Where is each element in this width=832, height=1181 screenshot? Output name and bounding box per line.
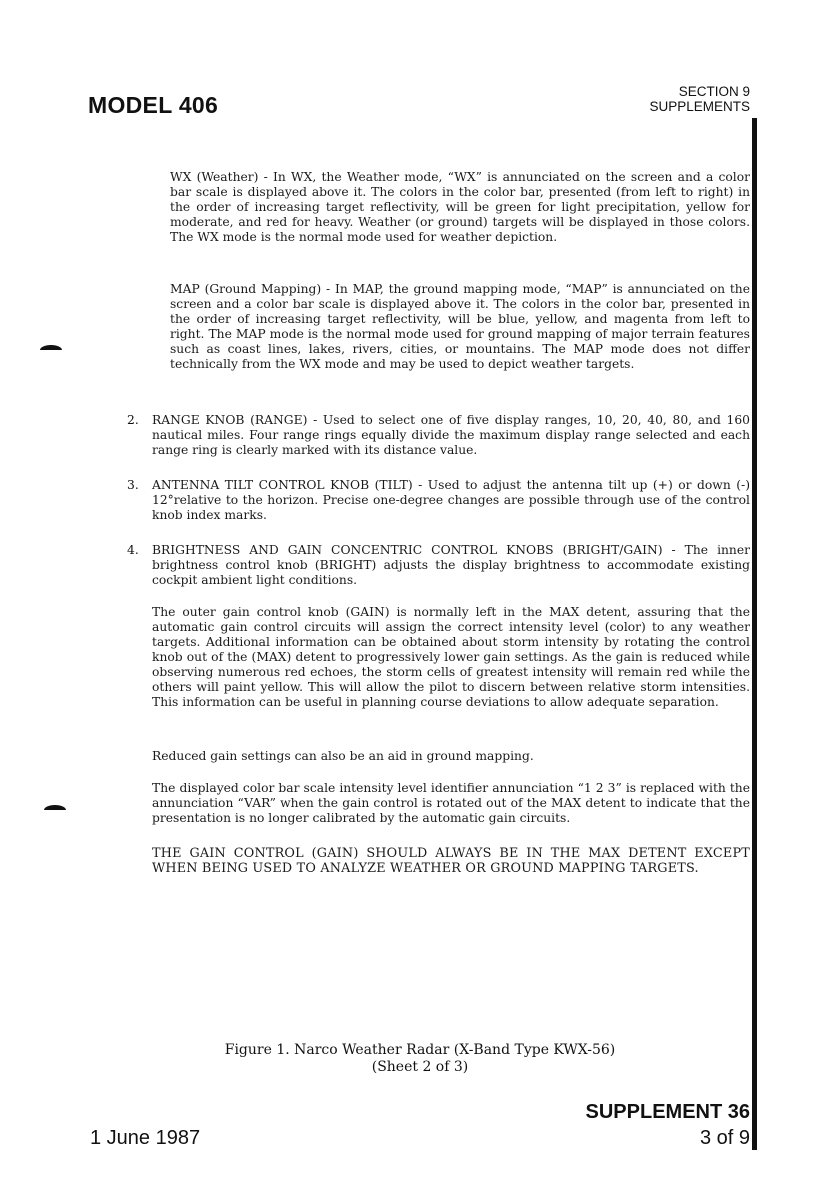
section-label: SECTION 9 [678, 84, 750, 99]
range-knob-paragraph: RANGE KNOB (RANGE) - Used to select one of five display ranges, 10, 20, 40, 80, and 160 nautical miles. Four range rings equally divide the maximum display range selected and each range ring is clearly marked with its distance value. [152, 413, 750, 457]
reduced-gain-paragraph: Reduced gain settings can also be an aid in ground mapping. [152, 749, 534, 763]
supplement-number: SUPPLEMENT 36 [585, 1101, 750, 1123]
tilt-knob-paragraph: ANTENNA TILT CONTROL KNOB (TILT) - Used to adjust the antenna tilt up (+) or down (-) 12°relative to the horizon. Precise one-degree changes are possible through use of the control knob index marks. [152, 478, 750, 522]
gain-paragraph: The outer gain control knob (GAIN) is normally left in the MAX detent, assuring that the automatic gain control circuits will assign the correct intensity level (color) to any weather targets. Additional information can be obtained about storm intensity by rotating the control knob out of the (MAX) detent to progressively lower gain settings. As the gain is reduced while observing numerous red echoes, the storm cells of greatest intensity will remain red while the others will paint yellow. This will allow the pilot to discern between relative storm intensities. This information can be useful in planning course deviations to allow adequate separation. [152, 605, 750, 709]
figure-caption [150, 1042, 690, 1076]
caption-title: Figure 1. Narco Weather Radar (X-Band Type KWX-56) [224, 1042, 616, 1058]
caption-sheet: (Sheet 2 of 3) [371, 1059, 469, 1075]
bright-gain-paragraph: BRIGHTNESS AND GAIN CONCENTRIC CONTROL KNOBS (BRIGHT/GAIN) - The inner brightness control knob (BRIGHT) adjusts the display brightness to accommodate existing cockpit ambient light conditions. [152, 543, 750, 587]
wx-paragraph: WX (Weather) - In WX, the Weather mode, “WX” is annunciated on the screen and a color bar scale is displayed above it. The colors in the color bar, presented (from left to right) in the order of increasing target reflectivity, will be green for light precipitation, yellow for moderate, and red for heavy. Weather (or ground) targets will be displayed in those colors. The WX mode is the normal mode used for weather depiction. [170, 170, 750, 244]
var-paragraph: The displayed color bar scale intensity level identifier annunciation “1 2 3” is replaced with the annunciation “VAR” when the gain control is rotated out of the MAX detent to indicate that the presentation is no longer calibrated by the automatic gain circuits. [152, 781, 750, 825]
page-number: 3 of 9 [699, 1127, 750, 1149]
warning-paragraph: THE GAIN CONTROL (GAIN) SHOULD ALWAYS BE IN THE MAX DETENT EXCEPT WHEN BEING USED TO ANALYZE WEATHER OR GROUND MAPPING TARGETS. [152, 846, 750, 876]
item-number: 4. [127, 543, 139, 557]
change-bar [752, 118, 757, 1150]
model-title: MODEL 406 [88, 92, 219, 118]
revision-mark [40, 345, 62, 350]
item-number: 2. [127, 413, 139, 427]
section-header [649, 84, 750, 114]
item-number: 3. [127, 478, 139, 492]
map-paragraph: MAP (Ground Mapping) - In MAP, the ground mapping mode, “MAP” is annunciated on the screen and a color bar scale is displayed above it. The colors in the color bar, presented in the order of increasing target reflectivity, will be blue, yellow, and magenta from left to right. The MAP mode is the normal mode used for ground mapping of major terrain features such as coast lines, lakes, rivers, cities, or mountains. The MAP mode does not differ technically from the WX mode and may be used to depict weather targets. [170, 282, 750, 371]
revision-mark [44, 805, 66, 810]
revision-date: 1 June 1987 [90, 1127, 201, 1149]
supplements-label: SUPPLEMENTS [649, 99, 750, 114]
